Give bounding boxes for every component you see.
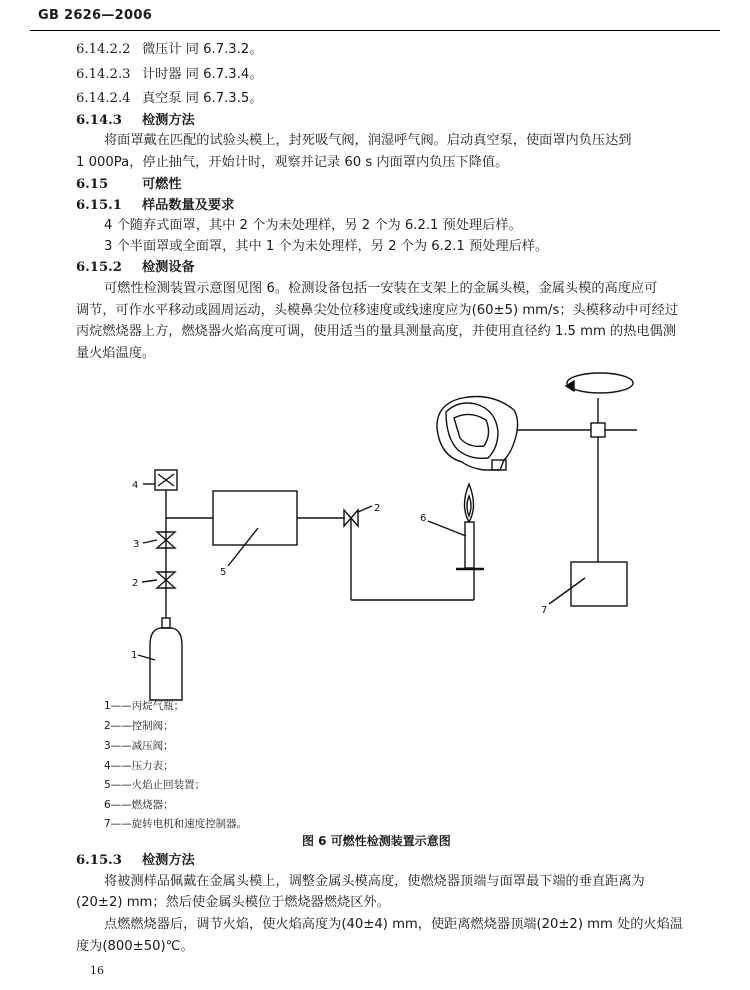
heading-text: 检测设备: [142, 260, 195, 275]
heading-text: 可燃性: [142, 177, 182, 192]
heading-text: 检测方法: [142, 853, 195, 868]
motor-controller-box: [571, 562, 627, 606]
paragraph-line: 1 000Pa，停止抽气，开始计时，观察并记录 60 s 内面罩内负压下降值。: [76, 155, 509, 170]
label-3: 3: [133, 539, 140, 550]
label-6: 6: [420, 513, 427, 524]
label-1: 1: [131, 650, 138, 661]
clause-number: 6.14.2.2: [76, 42, 131, 57]
clause-text: 计时器 同 6.7.3.4。: [142, 67, 263, 82]
burner-tube: [465, 522, 474, 568]
legend-item: 1——丙烷气瓶；: [104, 700, 185, 712]
heading-text: 样品数量及要求: [142, 198, 235, 213]
paragraph-line: 可燃性检测装置示意图见图 6。检测设备包括一安装在支架上的金属头模，金属头模的高度应可: [104, 281, 658, 296]
flashback-arrestor-box: [213, 491, 297, 545]
clause-number: 6.15.1: [76, 198, 122, 213]
propane-cylinder: [150, 628, 182, 700]
clause-number: 6.14.2.3: [76, 67, 131, 82]
standard-number-header: GB 2626—2006: [38, 8, 153, 23]
clause-number: 6.14.2.4: [76, 91, 131, 106]
paragraph-line: 量火焰温度。: [76, 346, 156, 361]
clause-number: 6.15: [76, 177, 109, 192]
legend-item: 7——旋转电机和速度控制器。: [104, 818, 248, 830]
paragraph-line: 点燃燃烧器后，调节火焰，使火焰高度为(40±4) mm，使距离燃烧器顶端(20±2) mm 处的火焰温: [104, 917, 683, 932]
clause-text: 微压计 同 6.7.3.2。: [142, 42, 263, 57]
paragraph-line: 3 个半面罩或全面罩，其中 1 个为未处理样，另 2 个为 6.2.1 预处理后样。: [104, 239, 549, 254]
legend-item: 3——减压阀；: [104, 740, 174, 752]
clause-text: 真空泵 同 6.7.3.5。: [142, 91, 263, 106]
legend-item: 2——控制阀；: [104, 720, 174, 732]
label-7: 7: [541, 605, 548, 616]
paragraph-line: (20±2) mm；然后使金属头模位于燃烧器燃烧区外。: [76, 895, 390, 910]
paragraph-line: 度为(800±50)℃。: [76, 939, 194, 954]
paragraph-line: 丙烷燃烧器上方，燃烧器火焰高度可调，使用适当的量具测量高度，并使用直径约 1.5 mm 的热电偶测: [76, 324, 676, 339]
clause-number: 6.15.3: [76, 853, 122, 868]
paragraph-line: 将被测样品佩戴在金属头模上，调整金属头模高度，使燃烧器顶端与面罩最下端的垂直距离为: [104, 874, 645, 889]
paragraph-line: 将面罩戴在匹配的试验头模上，封死吸气阀，润湿呼气阀。启动真空泵，使面罩内负压达到: [104, 133, 632, 148]
stand-clamp: [591, 423, 605, 437]
heading-6-15-3: [76, 851, 195, 871]
figure-caption: 图 6 可燃性检测装置示意图: [302, 834, 451, 848]
clause-number: 6.15.2: [76, 260, 122, 275]
cylinder-valve: [162, 618, 170, 628]
label-4: 4: [132, 480, 139, 491]
clause-number: 6.14.3: [76, 113, 122, 128]
paragraph-line: 调节，可作水平移动或圆周运动，头模鼻尖处位移速度或线速度应为(60±5) mm/s；头模移动中可经过: [76, 303, 679, 318]
rotation-arrow: [567, 373, 633, 393]
legend-item: 5——火焰止回装置；: [104, 779, 206, 791]
label-5: 5: [220, 567, 227, 578]
label-2-burner-valve: 2: [374, 503, 381, 514]
legend-item: 4——压力表；: [104, 760, 174, 772]
page-number: 16: [90, 964, 104, 977]
paragraph-line: 4 个随弃式面罩，其中 2 个为未处理样，另 2 个为 6.2.1 预处理后样。: [104, 218, 522, 233]
legend-item: 6——燃烧器；: [104, 799, 174, 811]
heading-text: 检测方法: [142, 113, 195, 128]
label-2-valve: 2: [132, 578, 139, 589]
